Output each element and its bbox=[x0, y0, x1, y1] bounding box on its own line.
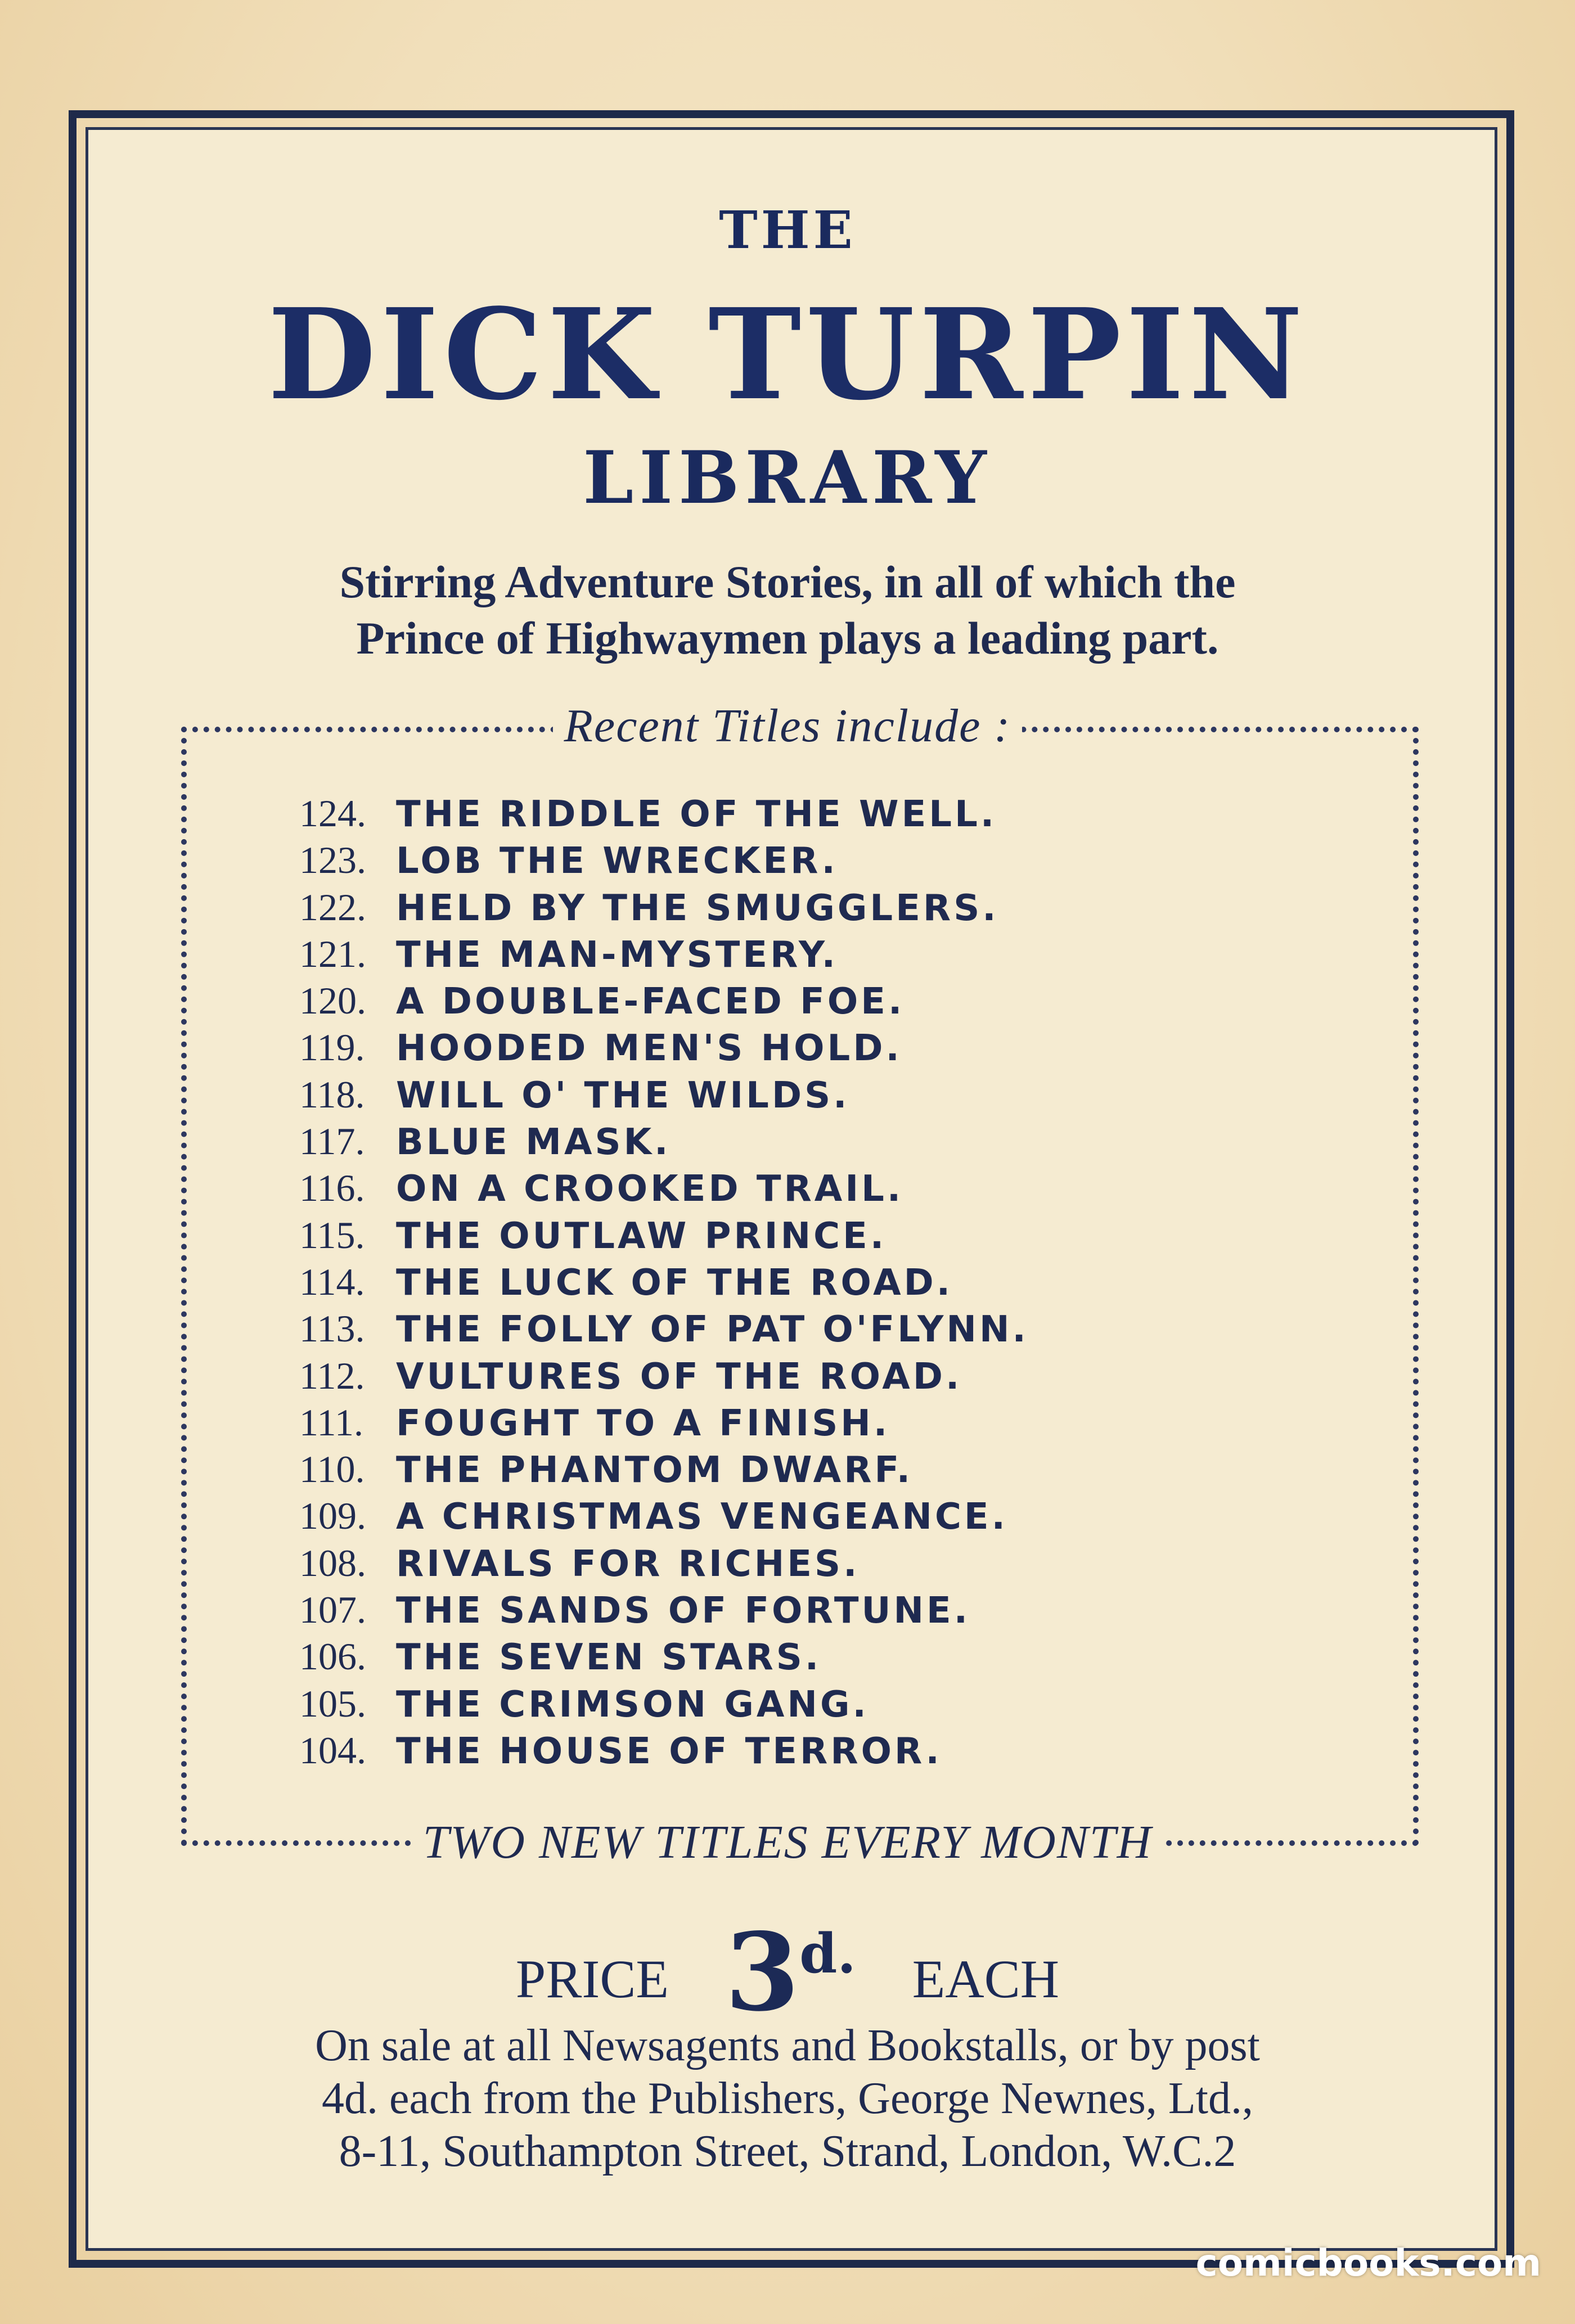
list-item bbox=[299, 1024, 1029, 1071]
title-name: A DOUBLE-FACED FOE. bbox=[396, 981, 905, 1023]
title-name: THE FOLLY OF PAT O'FLYNN. bbox=[396, 1309, 1029, 1351]
title-name: WILL O' THE WILDS. bbox=[396, 1074, 850, 1116]
price-amount: 3 bbox=[724, 1909, 800, 2035]
title-name: THE LUCK OF THE ROAD. bbox=[396, 1262, 953, 1304]
title-number: 104. bbox=[299, 1728, 366, 1772]
list-item bbox=[299, 1353, 1029, 1399]
title-name: THE SANDS OF FORTUNE. bbox=[396, 1590, 971, 1632]
list-item bbox=[299, 1259, 1029, 1305]
list-item bbox=[299, 790, 1029, 837]
title-number: 117. bbox=[299, 1120, 365, 1163]
list-heading-text: Recent Titles include : bbox=[553, 700, 1023, 752]
title-number: 121. bbox=[299, 932, 366, 975]
title-number: 115. bbox=[299, 1213, 365, 1256]
title-number: 119. bbox=[299, 1026, 365, 1069]
title-number: 113. bbox=[299, 1307, 365, 1350]
title-number: 114. bbox=[299, 1260, 365, 1303]
title-number: 109. bbox=[299, 1494, 366, 1538]
title-number: 124. bbox=[299, 792, 366, 835]
title-number: 123. bbox=[299, 839, 366, 882]
title-number: 112. bbox=[299, 1354, 365, 1397]
title-number: 122. bbox=[299, 885, 366, 929]
title-number: 120. bbox=[299, 979, 366, 1023]
title-name: THE RIDDLE OF THE WELL. bbox=[396, 794, 997, 835]
title-name: RIVALS FOR RICHES. bbox=[396, 1543, 860, 1585]
title-name: ON A CROOKED TRAIL. bbox=[396, 1168, 904, 1210]
list-heading bbox=[0, 699, 1575, 753]
list-item bbox=[299, 1540, 1029, 1587]
title-number: 111. bbox=[299, 1400, 363, 1444]
list-item bbox=[299, 1727, 1029, 1774]
header-library: LIBRARY bbox=[583, 436, 992, 520]
page-title: DICK TURPIN bbox=[267, 282, 1308, 428]
list-item bbox=[299, 1493, 1029, 1539]
price-unit: d. bbox=[799, 1922, 856, 1985]
list-item bbox=[299, 1165, 1029, 1211]
watermark: comicbooks.com bbox=[1195, 2241, 1541, 2285]
price-line bbox=[0, 1909, 1575, 2035]
list-item bbox=[299, 1681, 1029, 1727]
header-the: THE bbox=[719, 200, 856, 260]
title-name: VULTURES OF THE ROAD. bbox=[396, 1355, 962, 1398]
list-item bbox=[299, 1633, 1029, 1680]
list-footer bbox=[0, 1815, 1575, 1870]
title-name: THE SEVEN STARS. bbox=[396, 1637, 822, 1679]
price-label: PRICE bbox=[515, 1949, 669, 2009]
price-suffix: EACH bbox=[912, 1949, 1060, 2009]
title-name: HELD BY THE SMUGGLERS. bbox=[396, 887, 999, 929]
title-number: 105. bbox=[299, 1682, 366, 1725]
list-item bbox=[299, 1399, 1029, 1446]
tagline bbox=[0, 554, 1575, 666]
list-item bbox=[299, 1305, 1029, 1352]
sale-info-line: 8-11, Southampton Street, Strand, London, W.C.2 bbox=[339, 2127, 1236, 2176]
tagline-line: Stirring Adventure Stories, in all of which the bbox=[339, 556, 1236, 607]
list-item bbox=[299, 1587, 1029, 1633]
list-item bbox=[299, 1212, 1029, 1259]
title-name: THE PHANTOM DWARF. bbox=[396, 1449, 914, 1492]
title-name: HOODED MEN'S HOLD. bbox=[396, 1028, 902, 1070]
title-number: 108. bbox=[299, 1541, 366, 1584]
title-name: THE MAN-MYSTERY. bbox=[396, 934, 838, 976]
list-item bbox=[299, 1071, 1029, 1118]
tagline-line: Prince of Highwaymen plays a leading part. bbox=[356, 612, 1219, 664]
list-item bbox=[299, 1446, 1029, 1493]
title-name: BLUE MASK. bbox=[396, 1122, 671, 1164]
list-item bbox=[299, 931, 1029, 978]
list-item bbox=[299, 1118, 1029, 1165]
title-number: 107. bbox=[299, 1588, 366, 1632]
title-name: THE OUTLAW PRINCE. bbox=[396, 1215, 887, 1257]
title-name: THE CRIMSON GANG. bbox=[396, 1683, 869, 1726]
title-name: FOUGHT TO A FINISH. bbox=[396, 1402, 890, 1444]
sale-info bbox=[0, 2019, 1575, 2178]
sale-info-line: 4d. each from the Publishers, George Newnes, Ltd., bbox=[322, 2074, 1253, 2123]
title-name: A CHRISTMAS VENGEANCE. bbox=[396, 1496, 1008, 1538]
list-item bbox=[299, 837, 1029, 884]
title-number: 116. bbox=[299, 1166, 365, 1210]
title-name: THE HOUSE OF TERROR. bbox=[396, 1730, 942, 1772]
title-number: 118. bbox=[299, 1073, 365, 1116]
list-footer-text: TWO NEW TITLES EVERY MONTH bbox=[412, 1816, 1164, 1868]
list-item bbox=[299, 884, 1029, 931]
title-number: 106. bbox=[299, 1635, 366, 1678]
sale-info-line: On sale at all Newsagents and Bookstalls, or by post bbox=[315, 2021, 1260, 2070]
titles-list bbox=[299, 790, 1029, 1774]
title-number: 110. bbox=[299, 1448, 365, 1491]
title-name: LOB THE WRECKER. bbox=[396, 840, 838, 882]
list-item bbox=[299, 978, 1029, 1024]
